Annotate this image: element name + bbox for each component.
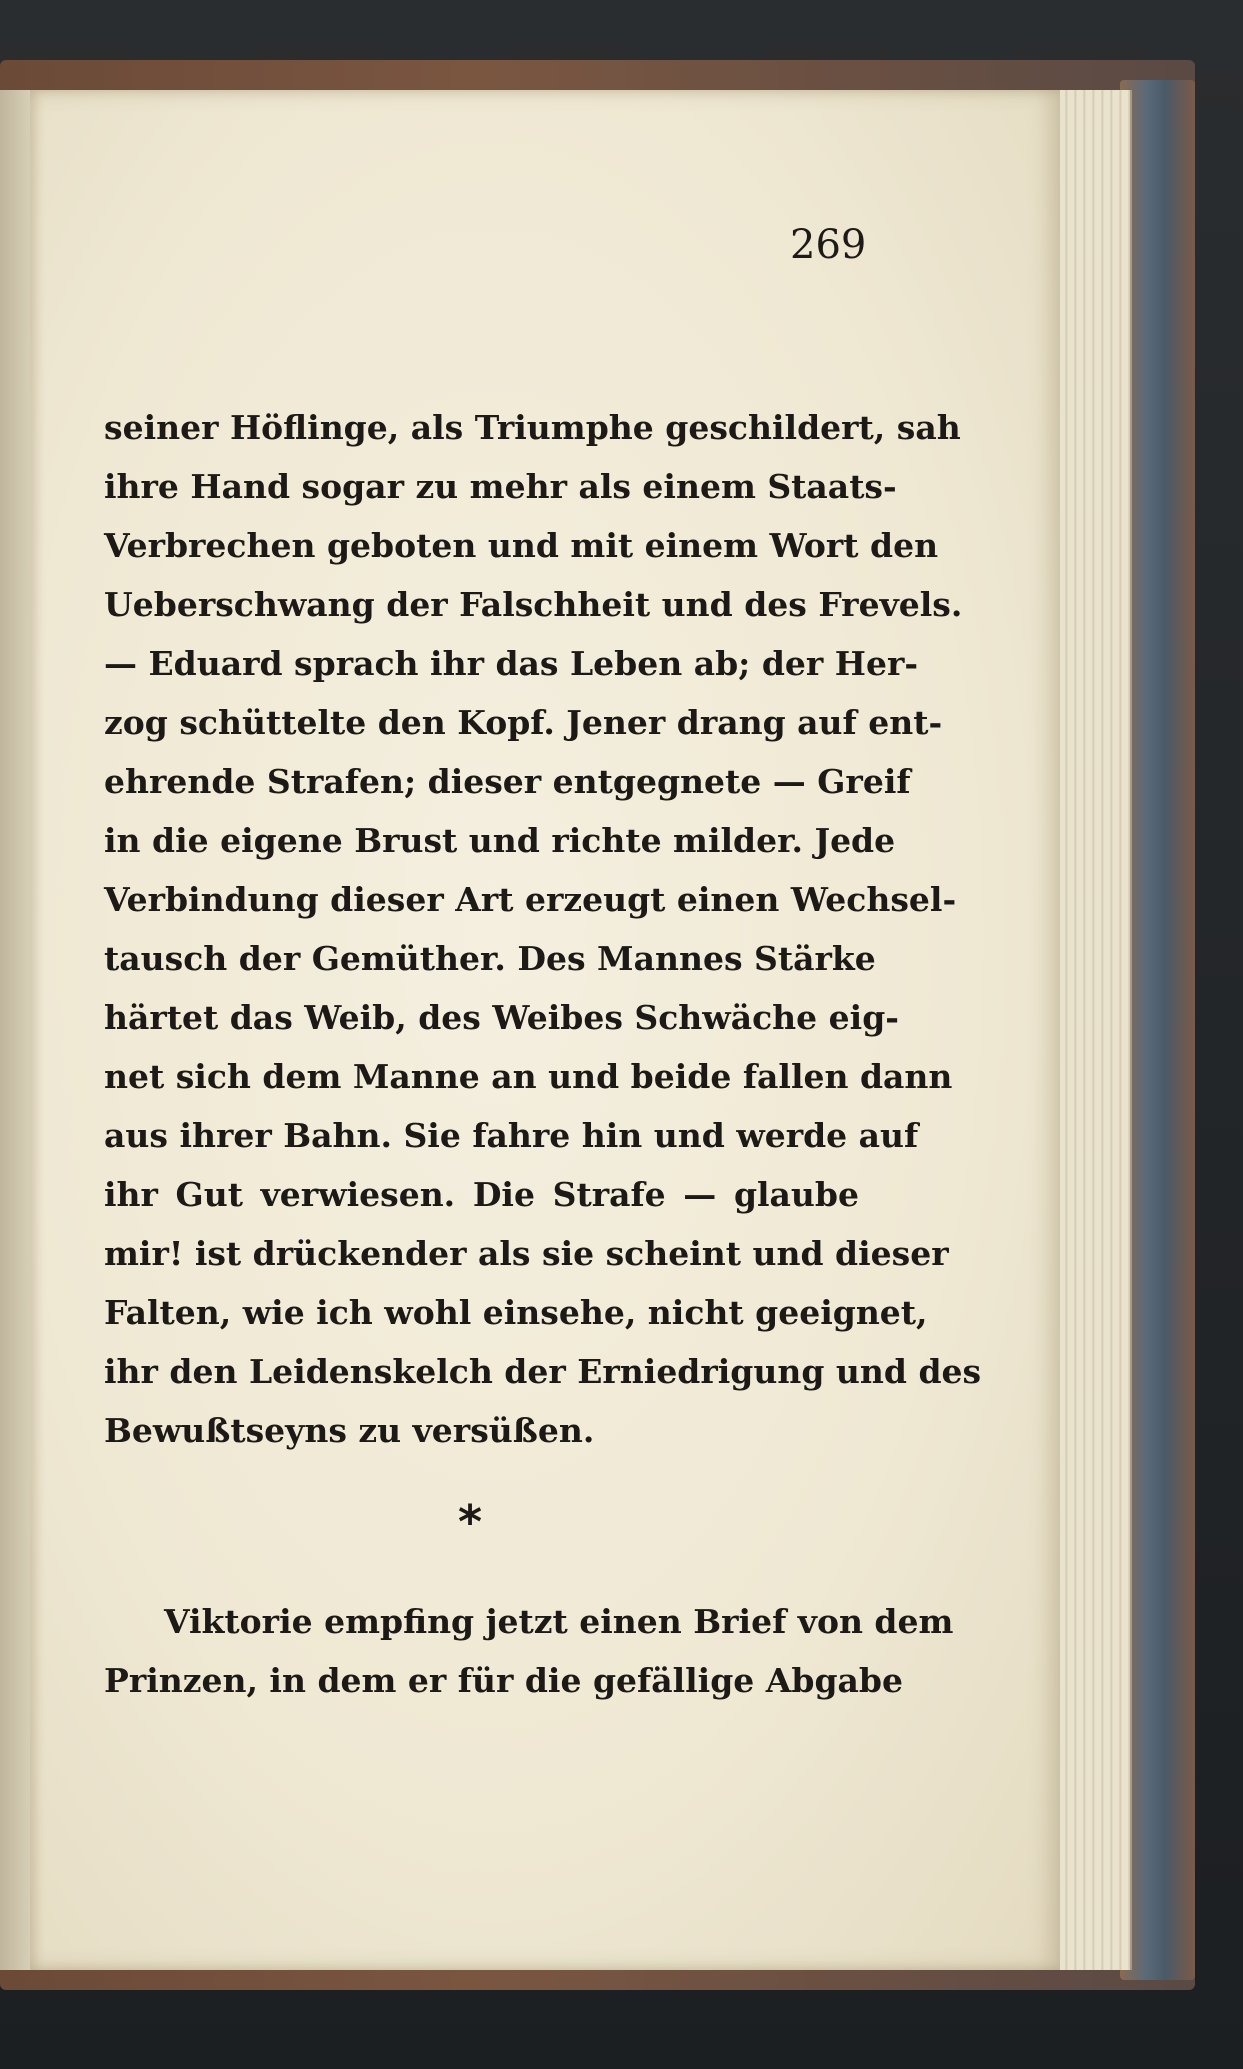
page-number: 269: [790, 222, 867, 268]
left-gutter: [0, 90, 32, 1970]
text-line: aus ihrer Bahn. Sie fahre hin und werde auf: [104, 1116, 919, 1155]
text-line: ihr Gut verwiesen. Die Strafe — glaube: [104, 1175, 859, 1214]
page-stack-edge: [1050, 90, 1132, 1970]
text-line: mir! ist drückender als sie scheint und dieser: [104, 1234, 949, 1273]
section-separator: *: [457, 1495, 483, 1549]
text-line: ihre Hand sogar zu mehr als einem Staats-: [104, 467, 897, 506]
text-line: Verbrechen geboten und mit einem Wort den: [104, 526, 939, 565]
paragraph-2: [104, 1592, 954, 1710]
text-line: Falten, wie ich wohl einsehe, nicht geeignet,: [104, 1293, 928, 1332]
text-line: ehrende Strafen; dieser entgegnete — Greif: [104, 762, 911, 801]
paragraph-1: [104, 398, 982, 1460]
text-line: ihr den Leidenskelch der Erniedrigung und des: [104, 1352, 982, 1391]
text-line: — Eduard sprach ihr das Leben ab; der Her-: [104, 644, 919, 683]
text-line: in die eigene Brust und richte milder. Jede: [104, 821, 896, 860]
text-line: Viktorie empfing jetzt einen Brief von dem: [164, 1602, 954, 1641]
text-line: zog schüttelte den Kopf. Jener drang auf ent-: [104, 703, 943, 742]
text-line: härtet das Weib, des Weibes Schwäche eig-: [104, 998, 899, 1037]
text-line: Prinzen, in dem er für die gefällige Abgabe: [104, 1661, 903, 1700]
text-line: Ueberschwang der Falschheit und des Frevels.: [104, 585, 963, 624]
text-line: net sich dem Manne an und beide fallen dann: [104, 1057, 953, 1096]
text-line: Bewußtseyns zu versüßen.: [104, 1411, 595, 1450]
text-line: Verbindung dieser Art erzeugt einen Wechsel-: [104, 880, 957, 919]
text-line: seiner Höflinge, als Triumphe geschildert, sah: [104, 408, 961, 447]
text-line: tausch der Gemüther. Des Mannes Stärke: [104, 939, 876, 978]
